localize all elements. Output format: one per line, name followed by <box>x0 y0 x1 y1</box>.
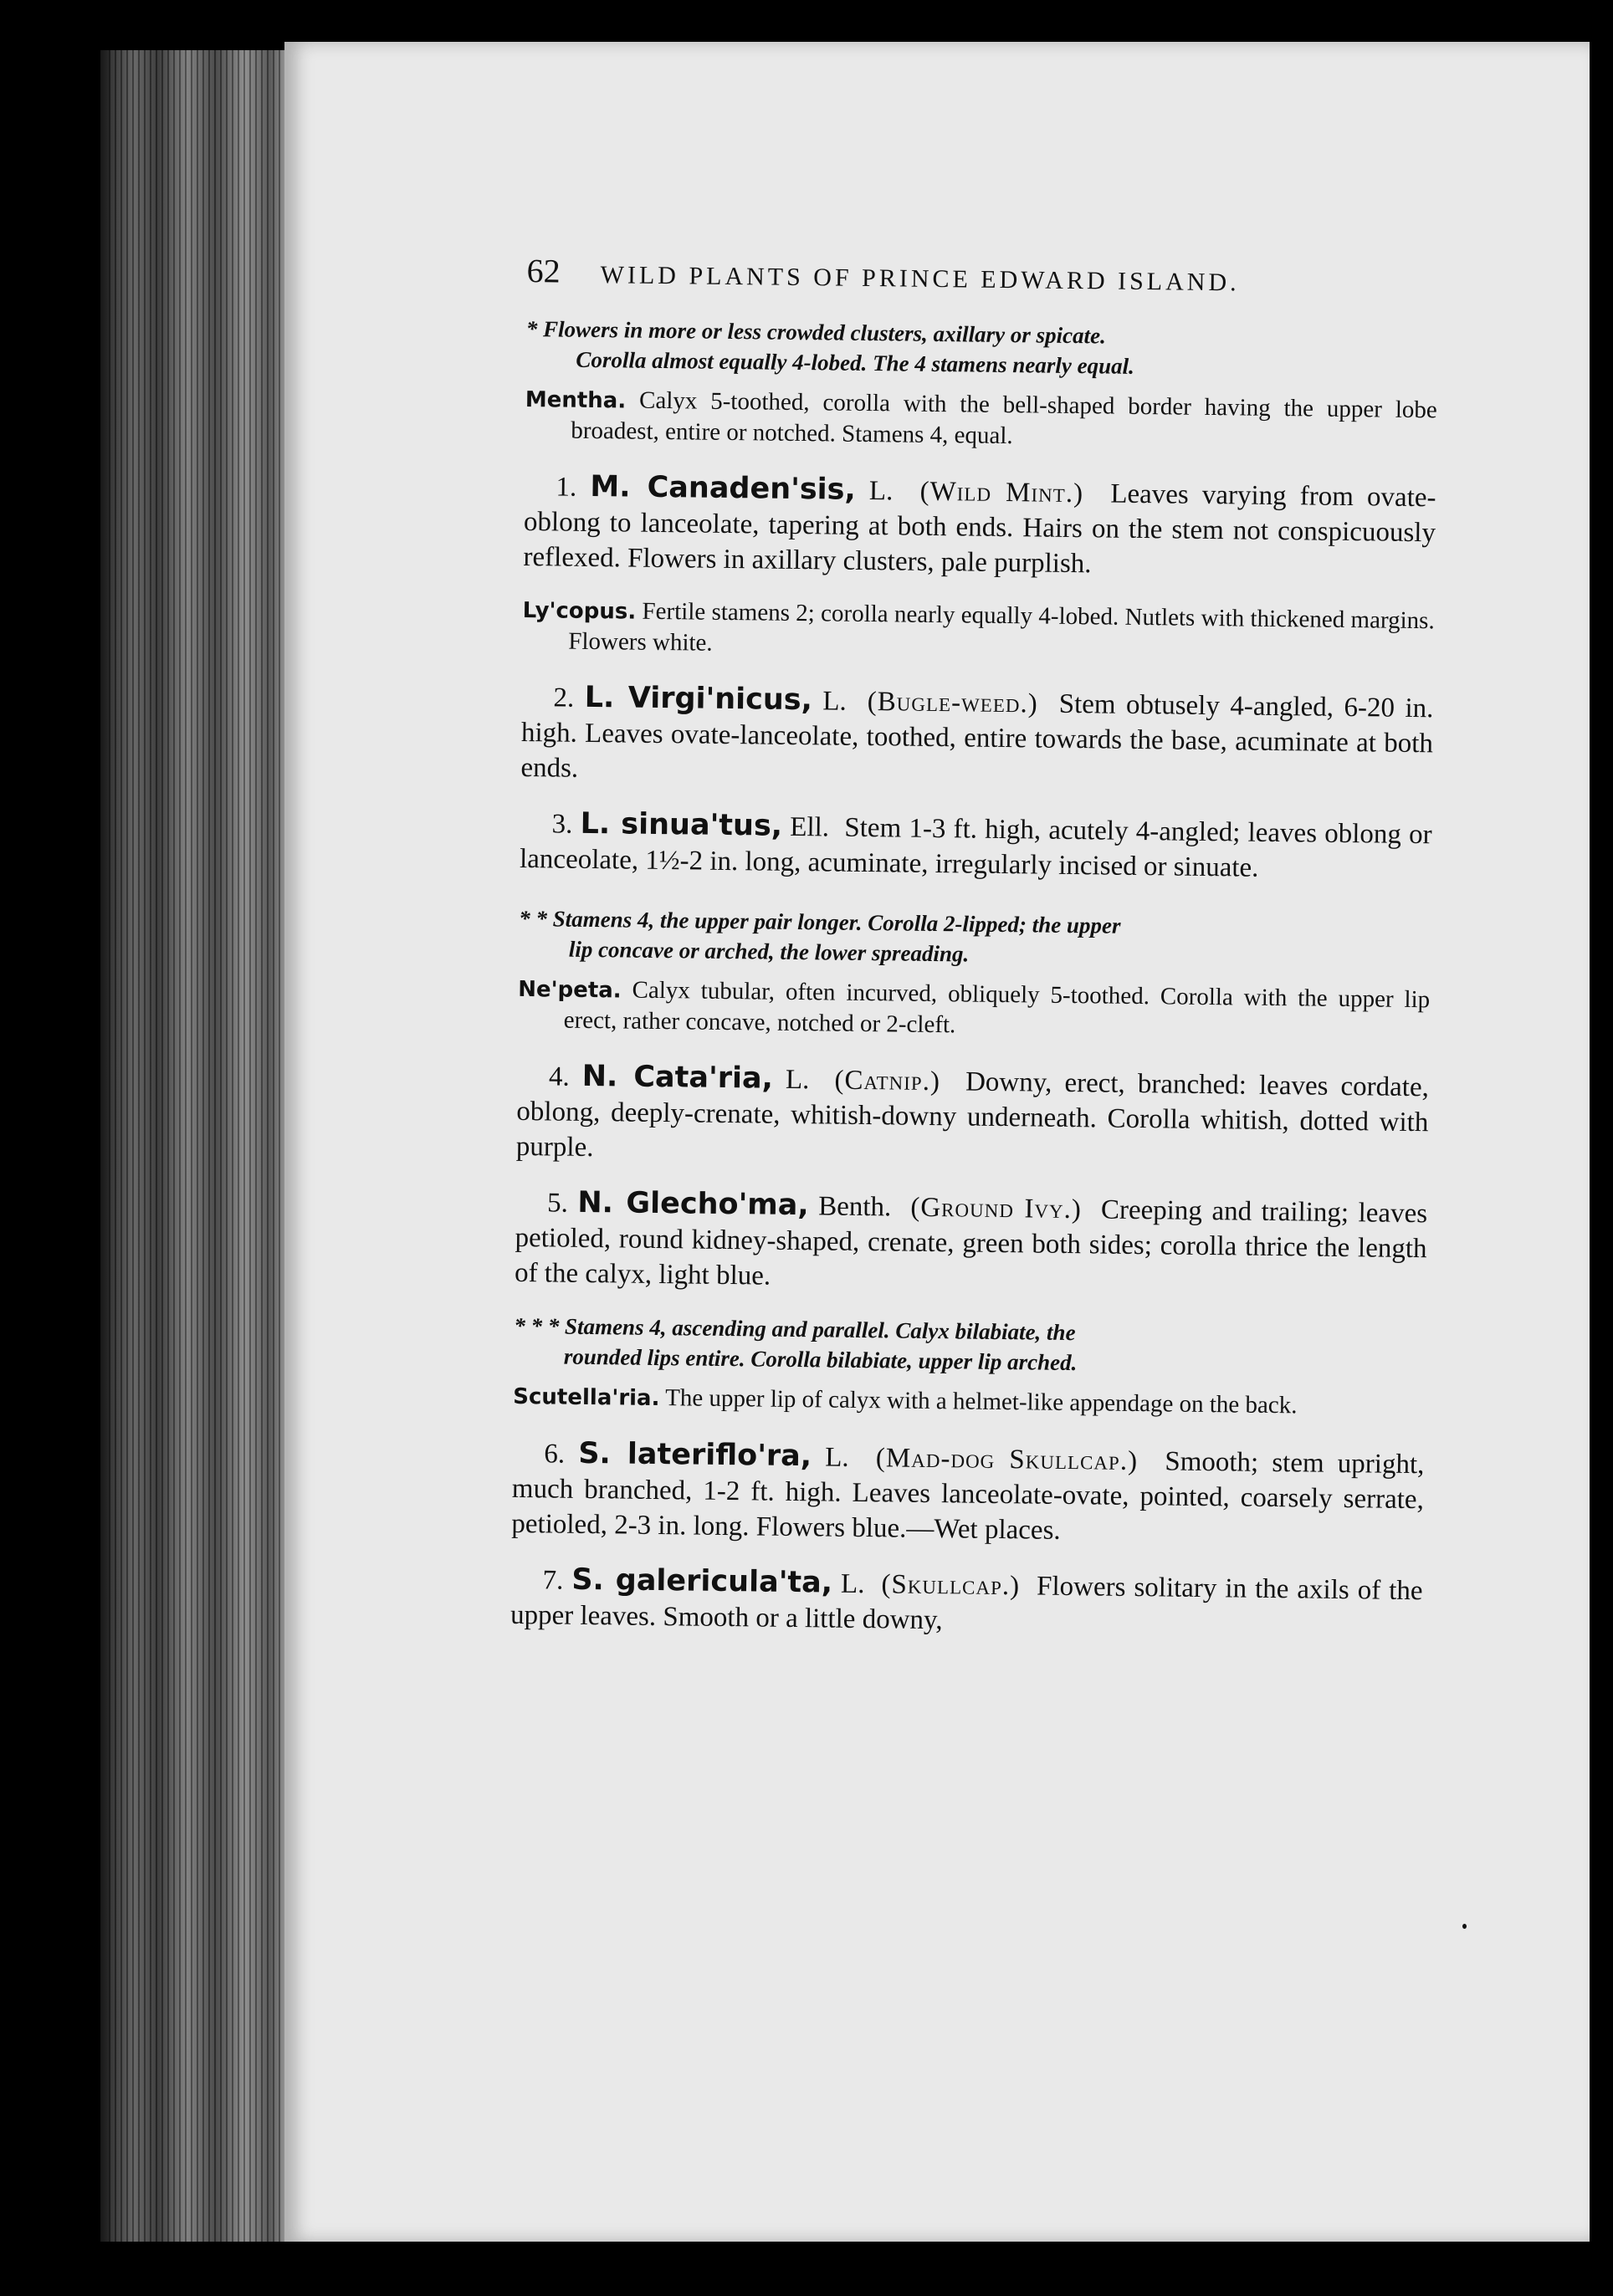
species-authority: L. <box>840 1568 865 1600</box>
species-entry <box>516 1058 1429 1175</box>
running-title: WILD PLANTS OF PRINCE EDWARD ISLAND. <box>600 261 1240 297</box>
species-common-name: (Bugle-weed.) <box>867 687 1038 719</box>
key-line: lip concave or arched, the lower spreading. <box>568 936 970 967</box>
species-common-name: (Skullcap.) <box>881 1569 1021 1602</box>
genus-entry <box>513 1381 1425 1423</box>
species-name: L. sinua'tus, <box>580 806 783 843</box>
key-note <box>525 314 1438 385</box>
species-description: Leaves varying from ovate-oblong to lanceolate, tapering at both ends. Hairs on the stem not conspicuously reflexed. Flowers in axillary clusters, pale purplish. <box>523 478 1436 580</box>
key-line: Stamens 4, the upper pair longer. Corolla 2-lipped; the upper <box>552 906 1121 938</box>
genus-entry <box>525 384 1437 456</box>
species-description: Smooth; stem upright, much branched, 1-2 ft. high. Leaves lanceolate-ovate, pointed, coarsely serrate, petioled, 2-3 in. long. Flowers blue.—Wet places. <box>511 1446 1425 1546</box>
species-common-name: (Catnip.) <box>834 1065 941 1097</box>
genus-name: Scutella'ria. <box>513 1383 660 1412</box>
species-number: 3. <box>551 809 573 840</box>
key-line: rounded lips entire. Corolla bilabiate, upper lip arched. <box>563 1343 1078 1376</box>
species-name: S. galericula'ta, <box>571 1562 833 1600</box>
species-number: 4. <box>548 1061 570 1092</box>
species-number: 6. <box>544 1439 566 1470</box>
genus-name: Mentha. <box>525 386 627 414</box>
species-description: Creeping and trailing; leaves petioled, round kidney-shaped, crenate, green both sides; corolla thrice the length of the calyx, light blue. <box>514 1194 1428 1291</box>
species-name: L. Virgi'nicus, <box>584 680 813 718</box>
page-number: 62 <box>526 251 561 290</box>
species-common-name: (Ground Ivy.) <box>910 1192 1083 1225</box>
species-entry <box>511 1435 1424 1552</box>
species-entry <box>523 468 1436 586</box>
species-entry <box>510 1562 1423 1644</box>
species-common-name: (Mad-dog Skullcap.) <box>875 1443 1139 1477</box>
species-entry <box>520 805 1432 887</box>
species-authority: L. <box>785 1064 810 1096</box>
ink-speck <box>1462 1924 1467 1929</box>
species-common-name: (Wild Mint.) <box>919 476 1084 509</box>
species-authority: L. <box>868 476 894 507</box>
key-marker: * * * <box>514 1312 560 1339</box>
genus-description: Calyx 5-toothed, corolla with the bell-shaped border having the upper lobe broadest, entire or notched. Stamens 4, equal. <box>571 386 1437 450</box>
genus-name: Ly'copus. <box>522 597 637 625</box>
key-line: Stamens 4, ascending and parallel. Calyx bilabiate, the <box>564 1313 1076 1346</box>
page-content <box>510 251 1439 1664</box>
species-entry <box>515 1184 1427 1301</box>
species-name: N. Cata'ria, <box>581 1059 774 1096</box>
species-description: Flowers solitary in the axils of the upper leaves. Smooth or a little downy, <box>510 1571 1423 1636</box>
key-marker: * * <box>519 905 548 932</box>
species-number: 2. <box>553 683 575 713</box>
running-header <box>526 251 1438 301</box>
key-line: Flowers in more or less crowded clusters, axillary or spicate. <box>542 316 1107 349</box>
species-entry <box>520 679 1433 796</box>
genus-name: Ne'peta. <box>518 976 622 1004</box>
species-authority: Benth. <box>817 1191 892 1223</box>
page-edges <box>109 50 293 2242</box>
species-description: Downy, erect, branched: leaves cordate, oblong, deeply-crenate, whitish-downy underneath. Corolla whitish, dotted with purple. <box>515 1066 1430 1163</box>
species-authority: Ell. <box>790 811 830 843</box>
species-name: S. lateriflo'ra, <box>578 1436 812 1474</box>
genus-entry <box>518 974 1431 1046</box>
key-line: Corolla almost equally 4-lobed. The 4 stamens nearly equal. <box>576 346 1135 379</box>
scan-border <box>1588 0 1613 2296</box>
key-note <box>514 1311 1426 1382</box>
species-description: Stem obtusely 4-angled, 6-20 in. high. Leaves ovate-lanceolate, toothed, entire towards the base, acuminate at both ends. <box>520 688 1434 784</box>
genus-description: Calyx tubular, often incurved, obliquely 5-toothed. Corolla with the upper lip erect, rather concave, notched or 2-cleft. <box>563 976 1431 1039</box>
genus-description: Fertile stamens 2; corolla nearly equally 4-lobed. Nutlets with thickened margins. Flowers white. <box>568 597 1435 657</box>
species-number: 5. <box>546 1188 569 1219</box>
genus-entry <box>522 595 1435 667</box>
species-number: 7. <box>542 1565 564 1596</box>
species-name: N. Glecho'ma, <box>577 1185 809 1223</box>
species-number: 1. <box>556 472 577 503</box>
key-note <box>519 903 1431 974</box>
genus-description: The upper lip of calyx with a helmet-like appendage on the back. <box>665 1384 1298 1419</box>
species-authority: L. <box>825 1442 849 1473</box>
species-authority: L. <box>822 686 847 717</box>
key-marker: * <box>525 315 538 342</box>
species-description: Stem 1-3 ft. high, acutely 4-angled; leaves oblong or lanceolate, 1½-2 in. long, acuminate, irregularly incised or sinuate. <box>519 812 1432 883</box>
book-page <box>284 42 1590 2242</box>
species-name: M. Canaden'sis, <box>590 469 857 507</box>
